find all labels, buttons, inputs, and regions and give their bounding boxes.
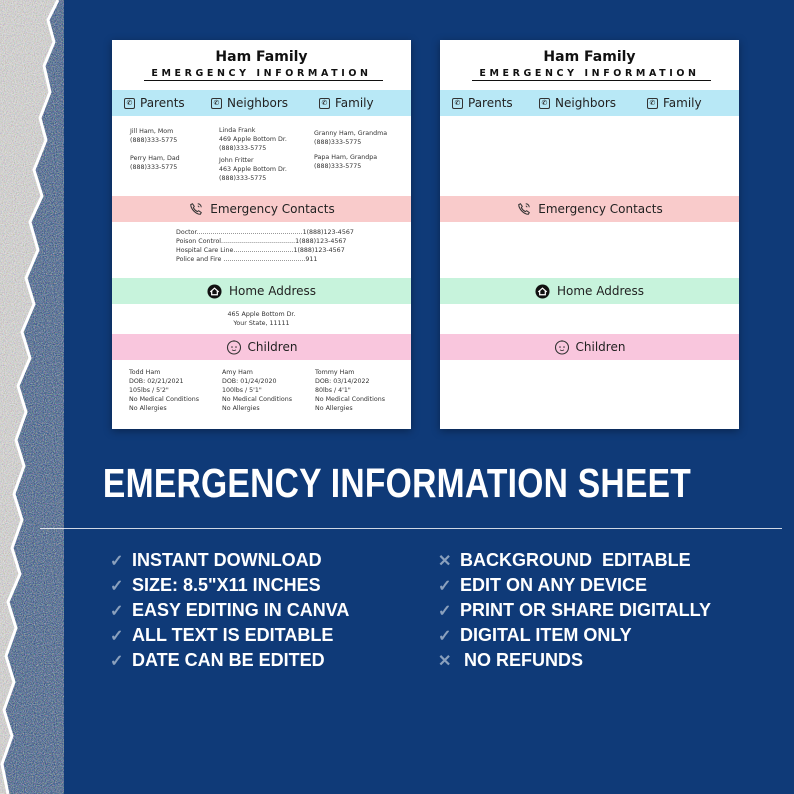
tab-family: ✆ Family	[647, 96, 702, 110]
phone-icon: ✆	[319, 98, 330, 109]
home-address-title: Home Address	[228, 284, 317, 298]
feature-right-2: ✓ EDIT ON ANY DEVICE	[438, 575, 648, 595]
feature-left-2: ✓ SIZE: 8.5"X11 INCHES	[110, 575, 321, 595]
sheet-filled	[112, 40, 411, 429]
children-band	[112, 334, 411, 360]
home-icon	[207, 283, 223, 299]
emergency-contacts-title: Emergency Contacts	[538, 202, 663, 216]
home-address-title: Home Address	[556, 284, 645, 298]
check-icon: ✓	[110, 577, 124, 595]
phone-call-icon	[516, 201, 532, 217]
home-address-text: 465 Apple Bottom Dr. Your State, 11111	[227, 311, 296, 327]
home-address-band	[440, 278, 739, 304]
baby-face-icon	[554, 339, 570, 355]
title-underline	[472, 80, 711, 81]
child-1: Todd Ham DOB: 02/21/2021 105lbs / 5'2" No Medical Conditions No Allergies	[129, 369, 200, 412]
tab-neighbors: ✆ Neighbors	[211, 96, 288, 110]
feature-right-1: ✕ BACKGROUND EDITABLE	[438, 550, 691, 570]
divider-line	[40, 528, 782, 529]
children-title: Children	[575, 340, 626, 354]
children-band	[440, 334, 739, 360]
child-3: Tommy Ham DOB: 03/14/2022 80lbs / 4'1" No Medical Conditions No Allergies	[315, 369, 386, 412]
tab-neighbors: ✆ Neighbors	[539, 96, 616, 110]
family-list: Granny Ham, Grandma (888)333-5775 Papa Ham, Grandpa (888)333-5775	[314, 130, 388, 170]
feature-left-1: ✓ INSTANT DOWNLOAD	[110, 550, 322, 570]
feature-left-5: ✓ DATE CAN BE EDITED	[110, 650, 325, 670]
emergency-contacts-list: Doctor.....................................................1(888)123-4567 Poison Control.....................................1(888)123-4567 Hospital Care Line..............................1(888)123-4567 Police and Fire .........................................911	[176, 229, 354, 263]
tab-parents: ✆ Parents	[124, 96, 185, 110]
feature-right-4: ✓ DIGITAL ITEM ONLY	[438, 625, 632, 645]
contacts-tabs-band	[112, 90, 411, 116]
emergency-contacts-band	[112, 196, 411, 222]
check-icon: ✓	[110, 552, 124, 570]
title-underline	[144, 80, 383, 81]
cross-icon: ✕	[438, 552, 452, 570]
neighbors-list: Linda Frank 469 Apple Bottom Dr. (888)333-5775 John Fritter 463 Apple Bottom Dr. (888)333-5775	[219, 127, 287, 182]
headline: EMERGENCY INFORMATION SHEET	[102, 460, 692, 506]
check-icon: ✓	[438, 577, 452, 595]
emergency-contacts-title: Emergency Contacts	[210, 202, 335, 216]
sheet-subtitle: EMERGENCY INFORMATION	[479, 68, 700, 79]
check-icon: ✓	[110, 652, 124, 670]
feature-left-4: ✓ ALL TEXT IS EDITABLE	[110, 625, 334, 645]
check-icon: ✓	[438, 627, 452, 645]
feature-right-3: ✓ PRINT OR SHARE DIGITALLY	[438, 600, 712, 620]
phone-icon: ✆	[452, 98, 463, 109]
tab-parents: ✆ Parents	[452, 96, 513, 110]
baby-face-icon	[226, 339, 242, 355]
phone-icon: ✆	[647, 98, 658, 109]
phone-icon: ✆	[539, 98, 550, 109]
contacts-tabs-band	[440, 90, 739, 116]
sheet-title: Ham Family	[215, 49, 308, 65]
child-2: Amy Ham DOB: 01/24/2020 100lbs / 5'1" No Medical Conditions No Allergies	[222, 369, 293, 412]
tab-family: ✆ Family	[319, 96, 374, 110]
phone-icon: ✆	[124, 98, 135, 109]
parents-list: Jill Ham, Mom (888)333-5775 Perry Ham, Dad (888)333-5775	[130, 128, 180, 171]
emergency-contacts-band	[440, 196, 739, 222]
feature-right-5: ✕ NO REFUNDS	[438, 650, 584, 670]
check-icon: ✓	[110, 627, 124, 645]
feature-left-3: ✓ EASY EDITING IN CANVA	[110, 600, 350, 620]
children-title: Children	[247, 340, 298, 354]
check-icon: ✓	[110, 602, 124, 620]
home-address-band	[112, 278, 411, 304]
home-icon	[535, 283, 551, 299]
sheet-blank	[440, 40, 739, 429]
phone-call-icon	[188, 201, 204, 217]
sheet-subtitle: EMERGENCY INFORMATION	[151, 68, 372, 79]
phone-icon: ✆	[211, 98, 222, 109]
check-icon: ✓	[438, 602, 452, 620]
cross-icon: ✕	[438, 652, 452, 670]
sheet-title: Ham Family	[543, 49, 636, 65]
